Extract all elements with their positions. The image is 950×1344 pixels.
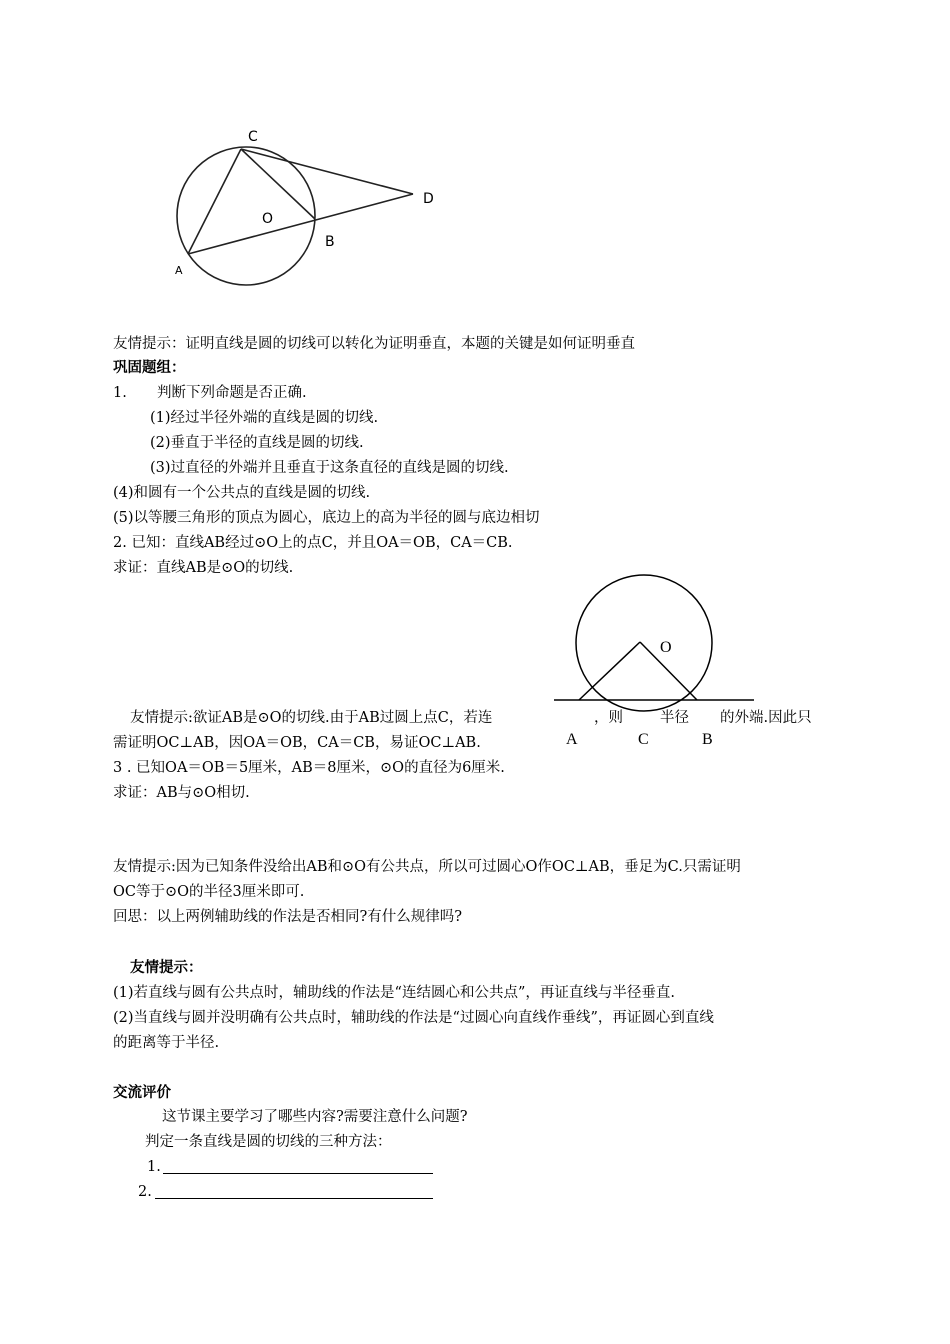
exchange-title: 交流评价: [113, 1085, 171, 1101]
q1-stem: 判断下列命题是否正确.: [157, 385, 307, 401]
label-d: D: [423, 191, 434, 207]
q1-item-3: (3)过直径的外端并且垂直于这条直径的直线是圆的切线.: [150, 460, 509, 476]
figure-circle-tangent-cd: [165, 120, 455, 310]
blank-2-line[interactable]: [155, 1198, 433, 1199]
blank-1-line[interactable]: [163, 1173, 433, 1174]
q2-prove: 求证：直线AB是⊙O的切线.: [113, 560, 294, 576]
hint-3-line1: 友情提示:因为已知条件没给出AB和⊙O有公共点，所以可过圆心O作OC⊥AB，垂足为C.只需证明: [113, 859, 741, 875]
label-c: C: [248, 129, 258, 145]
hint-3-line2: OC等于⊙O的半径3厘米即可.: [113, 884, 305, 900]
segment-ad: [188, 194, 413, 254]
hint-1: 友情提示：证明直线是圆的切线可以转化为证明垂直，本题的关键是如何证明垂直: [113, 336, 635, 352]
label-a: A: [175, 264, 183, 277]
hint-2-line1-mid2: 半径: [660, 710, 689, 726]
label-b-2: B: [702, 731, 713, 748]
circle-o-2: [576, 575, 712, 711]
blank-2-label: 2.: [138, 1184, 152, 1200]
q3-prove: 求证：AB与⊙O相切.: [113, 785, 250, 801]
label-b: B: [325, 234, 335, 250]
section-title: 巩固题组：: [113, 360, 186, 376]
label-o: O: [262, 211, 274, 227]
exchange-methods: 判定一条直线是圆的切线的三种方法：: [145, 1134, 392, 1150]
label-o-2: O: [660, 639, 672, 656]
hint-2-line1-end: 的外端.因此只: [720, 710, 812, 726]
hint-4-line1: (1)若直线与圆有公共点时，辅助线的作法是“连结圆心和公共点”，再证直线与半径垂直.: [113, 985, 675, 1001]
hint-2-line1-mid1: ，则: [594, 710, 623, 726]
q1-item-5: (5)以等腰三角形的顶点为圆心，底边上的高为半径的圆与底边相切: [113, 510, 540, 526]
hint-4-title: 友情提示：: [130, 960, 203, 976]
segment-ac: [188, 149, 241, 254]
q1-item-4: (4)和圆有一个公共点的直线是圆的切线.: [113, 485, 371, 501]
q1-item-1: (1)经过半径外端的直线是圆的切线.: [150, 410, 379, 426]
q3-given: 3 . 已知OA＝OB＝5厘米，AB＝8厘米，⊙O的直径为6厘米.: [113, 760, 505, 776]
exchange-question: 这节课主要学习了哪些内容?需要注意什么问题?: [162, 1109, 468, 1125]
hint-2-line2: 需证明OC⊥AB，因OA＝OB，CA＝CB，易证OC⊥AB.: [113, 735, 481, 751]
hint-4-line2: (2)当直线与圆并没明确有公共点时，辅助线的作法是“过圆心向直线作垂线”，再证圆心到直线: [113, 1010, 714, 1026]
reflect-question: 回思：以上两例辅助线的作法是否相同?有什么规律吗?: [113, 909, 463, 925]
q1-number: 1.: [113, 385, 127, 401]
hint-2-line1-start: 友情提示:欲证AB是⊙O的切线.由于AB过圆上点C，若连: [130, 710, 493, 726]
hint-4-line3: 的距离等于半径.: [113, 1035, 220, 1051]
q1-item-2: (2)垂直于半径的直线是圆的切线.: [150, 435, 364, 451]
label-c-2: C: [638, 731, 649, 748]
circle-o: [177, 147, 315, 285]
segment-cd: [241, 149, 413, 194]
segment-oa: [579, 642, 640, 700]
label-a-2: A: [566, 731, 578, 748]
q2-given: 2. 已知：直线AB经过⊙O上的点C，并且OA＝OB，CA＝CB.: [113, 535, 513, 551]
blank-1-label: 1.: [147, 1159, 161, 1175]
